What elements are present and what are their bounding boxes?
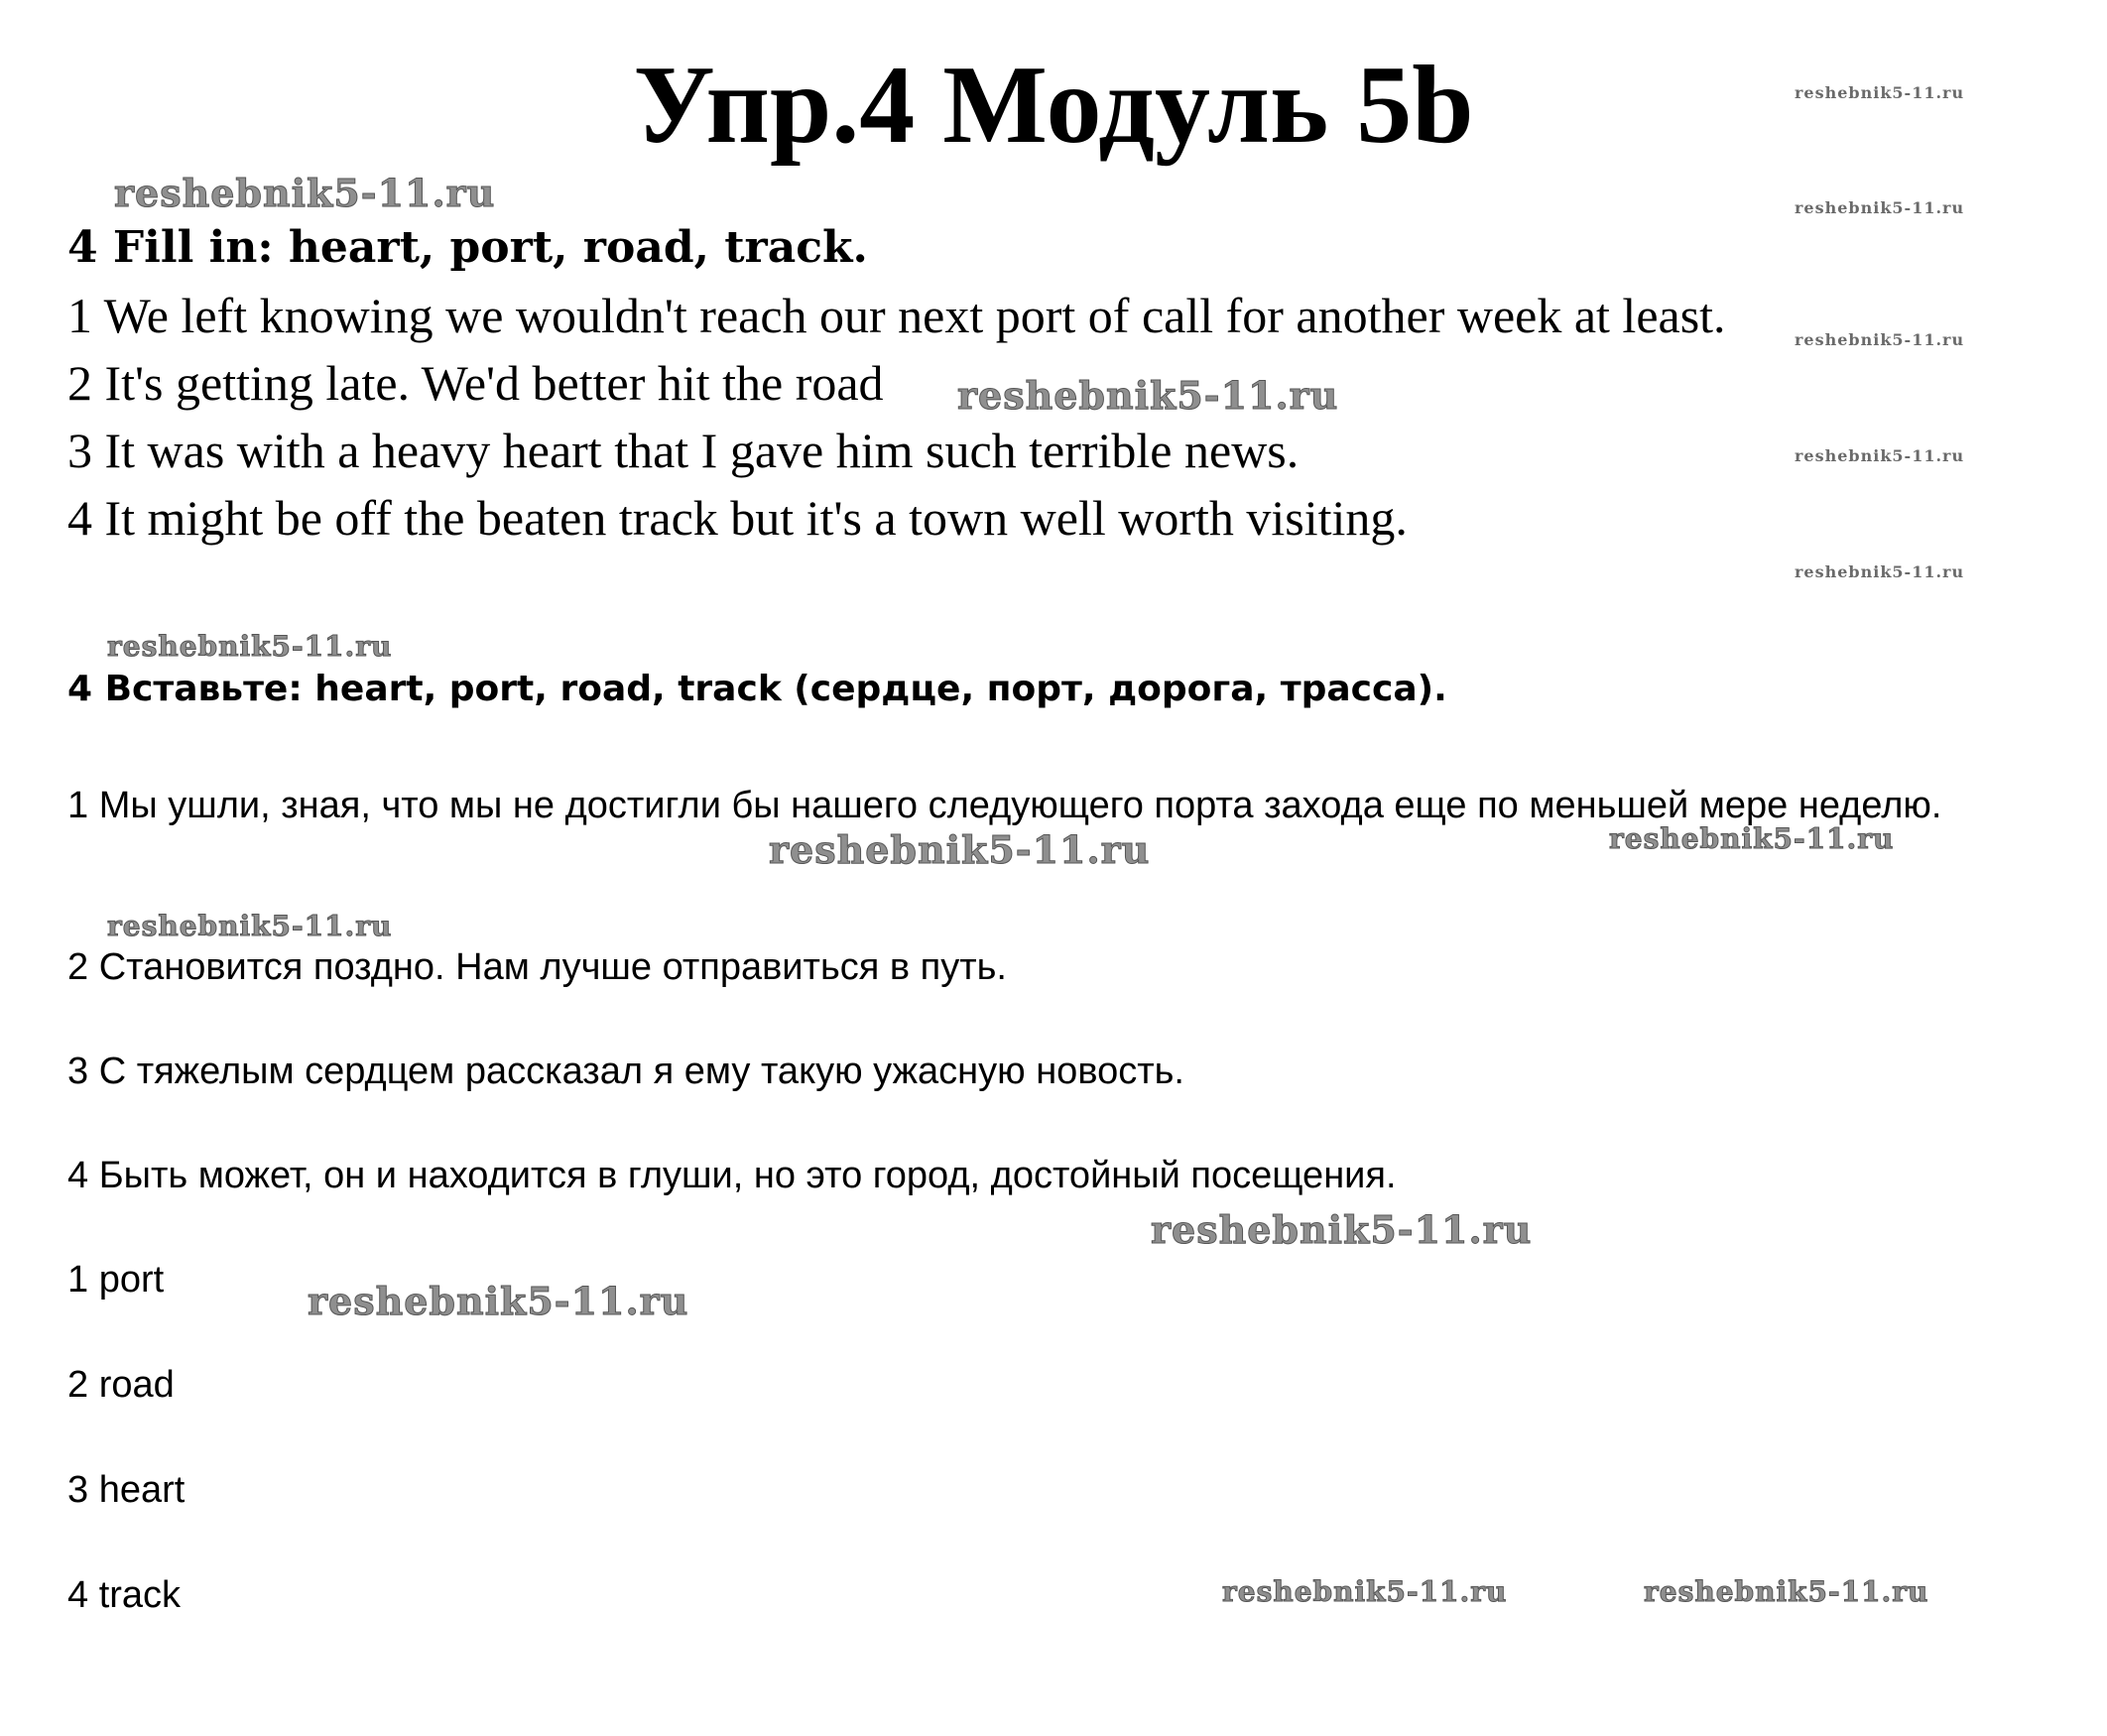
watermark-text: reshebnik5-11.ru (1795, 83, 1965, 102)
english-sentence-3: 3 It was with a heavy heart that I gave him such terrible news. (67, 423, 1300, 478)
watermark-text: reshebnik5-11.ru (308, 1279, 689, 1323)
answer-1: 1 port (67, 1259, 165, 1301)
english-sentence-1: 1 We left knowing we wouldn't reach our next port of call for another week at least. (67, 288, 1726, 343)
answer-2: 2 road (67, 1364, 175, 1406)
watermark-text: reshebnik5-11.ru (1795, 562, 1965, 581)
watermark-text: reshebnik5-11.ru (957, 373, 1339, 418)
answer-3: 3 heart (67, 1469, 186, 1511)
watermark-text: reshebnik5-11.ru (1795, 330, 1965, 349)
exercise-heading-english: 4 Fill in: heart, port, road, track. (67, 222, 868, 273)
russian-sentence-1: 1 Мы ушли, зная, что мы не достигли бы нашего следующего порта захода еще по меньшей мере неделю. (67, 785, 1942, 826)
watermark-text: reshebnik5-11.ru (1151, 1207, 1533, 1252)
watermark-text: reshebnik5-11.ru (1222, 1575, 1508, 1608)
russian-sentence-3: 3 С тяжелым сердцем рассказал я ему такую ужасную новость. (67, 1051, 1184, 1092)
watermark-text: reshebnik5-11.ru (1795, 198, 1965, 217)
answer-4: 4 track (67, 1574, 182, 1616)
watermark-text: reshebnik5-11.ru (114, 171, 496, 215)
english-sentence-2: 2 It's getting late. We'd better hit the road (67, 355, 884, 411)
watermark-text: reshebnik5-11.ru (107, 630, 393, 663)
russian-sentence-2: 2 Становится поздно. Нам лучше отправиться в путь. (67, 946, 1007, 988)
watermark-text: reshebnik5-11.ru (107, 910, 393, 942)
page-title: Упр.4 Модуль 5b (633, 44, 1474, 167)
english-sentence-4: 4 It might be off the beaten track but it's a town well worth visiting. (67, 490, 1408, 546)
watermark-text: reshebnik5-11.ru (1609, 822, 1895, 855)
watermark-text: reshebnik5-11.ru (769, 827, 1151, 872)
russian-sentence-4: 4 Быть может, он и находится в глуши, но это город, достойный посещения. (67, 1155, 1397, 1196)
watermark-text: reshebnik5-11.ru (1644, 1575, 1929, 1608)
exercise-heading-russian: 4 Вставьте: heart, port, road, track (сердце, порт, дорога, трасса). (67, 669, 1447, 709)
watermark-text: reshebnik5-11.ru (1795, 446, 1965, 465)
